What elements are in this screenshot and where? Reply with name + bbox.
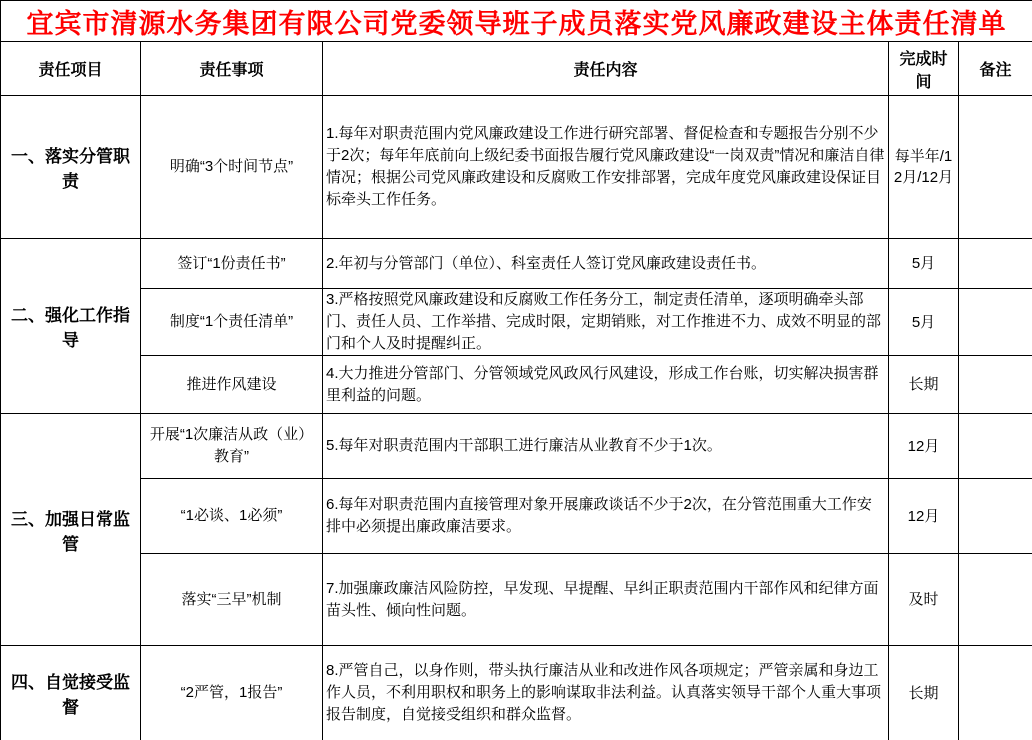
project-cell: 四、自觉接受监督 (1, 646, 141, 740)
note-cell (959, 479, 1032, 554)
item-cell: 签订“1份责任书” (141, 239, 323, 289)
note-cell (959, 646, 1032, 740)
table-row (1, 289, 1032, 356)
note-cell (959, 96, 1032, 239)
note-cell (959, 554, 1032, 646)
time-cell: 12月 (889, 414, 959, 479)
project-cell: 二、强化工作指导 (1, 239, 141, 414)
content-cell: 2.年初与分管部门（单位）、科室责任人签订党风廉政建设责任书。 (323, 239, 889, 289)
content-cell: 4.大力推进分管部门、分管领域党风政风行风建设，形成工作台账，切实解决损害群里利益的问题。 (323, 356, 889, 414)
table-row (1, 479, 1032, 554)
item-cell: 开展“1次廉洁从政（业）教育” (141, 414, 323, 479)
time-cell: 5月 (889, 289, 959, 356)
time-cell: 5月 (889, 239, 959, 289)
time-cell: 及时 (889, 554, 959, 646)
item-cell: 推进作风建设 (141, 356, 323, 414)
table-row (1, 554, 1032, 646)
column-header-item: 责任事项 (141, 42, 323, 96)
column-header-content: 责任内容 (323, 42, 889, 96)
table-row (1, 646, 1032, 740)
note-cell (959, 239, 1032, 289)
content-cell: 3.严格按照党风廉政建设和反腐败工作任务分工，制定责任清单，逐项明确牵头部门、责任人员、工作举措、完成时限，定期销账，对工作推进不力、成效不明显的部门和个人及时提醒纠正。 (323, 289, 889, 356)
time-cell: 12月 (889, 479, 959, 554)
note-cell (959, 356, 1032, 414)
column-header-note: 备注 (959, 42, 1032, 96)
content-cell: 7.加强廉政廉洁风险防控，早发现、早提醒、早纠正职责范围内干部作风和纪律方面苗头性、倾向性问题。 (323, 554, 889, 646)
table-row (1, 356, 1032, 414)
column-header-time: 完成时间 (889, 42, 959, 96)
content-cell: 5.每年对职责范围内干部职工进行廉洁从业教育不少于1次。 (323, 414, 889, 479)
table-row (1, 414, 1032, 479)
content-cell: 8.严管自己，以身作则，带头执行廉洁从业和改进作风各项规定；严管亲属和身边工作人员，不利用职权和职务上的影响谋取非法利益。认真落实领导干部个人重大事项报告制度，自觉接受组织和群众监督。 (323, 646, 889, 740)
note-cell (959, 414, 1032, 479)
table-row (1, 239, 1032, 289)
column-header-project: 责任项目 (1, 42, 141, 96)
item-cell: “2严管，1报告” (141, 646, 323, 740)
item-cell: “1必谈、1必须” (141, 479, 323, 554)
note-cell (959, 289, 1032, 356)
time-cell: 长期 (889, 356, 959, 414)
page-title: 宜宾市清源水务集团有限公司党委领导班子成员落实党风廉政建设主体责任清单 (1, 1, 1032, 42)
item-cell: 落实“三早”机制 (141, 554, 323, 646)
time-cell: 长期 (889, 646, 959, 740)
item-cell: 明确“3个时间节点” (141, 96, 323, 239)
content-cell: 1.每年对职责范围内党风廉政建设工作进行研究部署、督促检查和专题报告分别不少于2次；每年年底前向上级纪委书面报告履行党风廉政建设“一岗双责”情况和廉洁自律情况；根据公司党风廉政建设和反腐败工作安排部署，完成年度党风廉政建设保证目标牵头工作任务。 (323, 96, 889, 239)
content-cell: 6.每年对职责范围内直接管理对象开展廉政谈话不少于2次，在分管范围重大工作安排中必须提出廉政廉洁要求。 (323, 479, 889, 554)
project-cell: 一、落实分管职责 (1, 96, 141, 239)
table-row (1, 96, 1032, 239)
time-cell: 每半年/12月/12月 (889, 96, 959, 239)
project-cell: 三、加强日常监管 (1, 414, 141, 646)
item-cell: 制度“1个责任清单” (141, 289, 323, 356)
header-row (1, 42, 1032, 96)
title-row (1, 1, 1032, 42)
